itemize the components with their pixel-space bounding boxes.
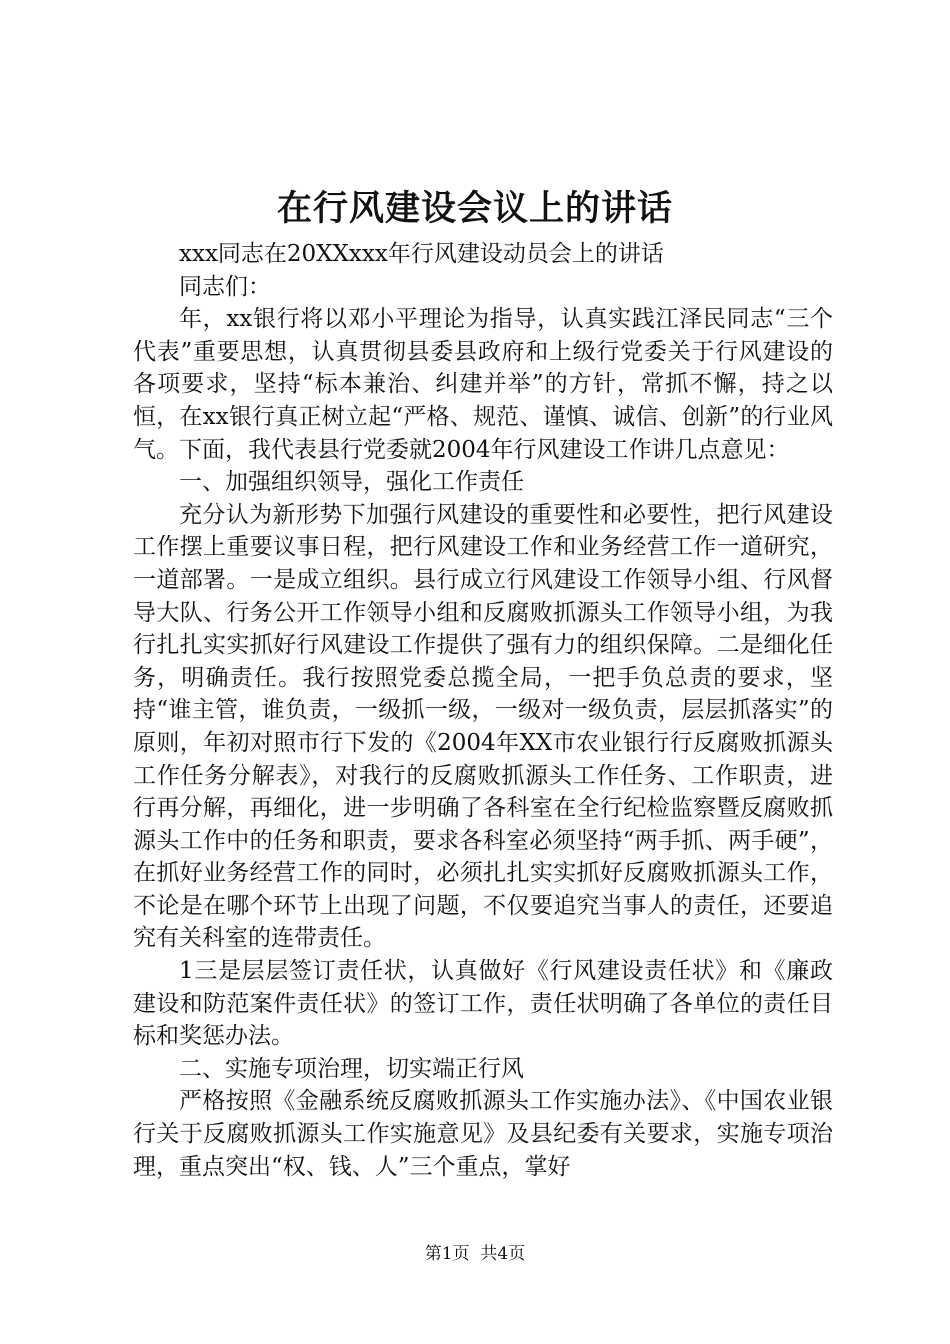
paragraph-section-1-item-3: 1三是层层签订责任状，认真做好《行风建设责任状》和《廉政建设和防范案件责任状》的签订工作，责任状明确了各单位的责任目标和奖惩办法。 [133, 958, 833, 1050]
paragraph-salutation: 同志们： [179, 273, 271, 300]
paragraph-section-1: 充分认为新形势下加强行风建设的重要性和必要性，把行风建设工作摆上重要议事日程，把行风建设工作和业务经营工作一道研究，一道部署。一是成立组织。县行成立行风建设工作领导小组、行风督导大队、行务公开工作领导小组和反腐败抓源头工作领导小组，为我行扎扎实实抓好行风建设工作提供了强有力的组织保障。二是细化任务，明确责任。我行按照党委总揽全局，一把手负总责的要求，坚持“谁主管，谁负责，一级抓一级，一级对一级负责，层层抓落实”的原则，年初对照市行下发的《2004年XX市农业银行行反腐败抓源头工作任务分解表》，对我行的反腐败抓源头工作任务、工作职责，进行再分解，再细化，进一步明确了各科室在全行纪检监察暨反腐败抓源头工作中的任务和职责，要求各科室必须坚持“两手抓、两手硬”，在抓好业务经营工作的同时，必须扎扎实实抓好反腐败抓源头工作，不论是在哪个环节上出现了问题，不仅要追究当事人的责任，还要追究有关科室的连带责任。 [133, 501, 833, 952]
document-title: 在行风建设会议上的讲话 [276, 188, 673, 229]
paragraph-section-2: 严格按照《金融系统反腐败抓源头工作实施办法》、《中国农业银行关于反腐败抓源头工作实施意见》及县纪委有关要求，实施专项治理，重点突出“权、钱、人”三个重点，掌好 [133, 1088, 833, 1180]
document-body [133, 238, 833, 1183]
paragraph-intro: 年，xx银行将以邓小平理论为指导，认真实践江泽民同志“三个代表”重要思想，认真贯彻县委县政府和上级行党委关于行风建设的各项要求，坚持“标本兼治、纠建并举”的方针，常抓不懈，持之以恒，在xx银行真正树立起“严格、规范、谨慎、诚信、创新”的行业风气。下面，我代表县行党委就2004年行风建设工作讲几点意见： [133, 306, 833, 463]
page-footer [0, 1242, 950, 1266]
section-heading-1: 一、加强组织领导，强化工作责任 [179, 469, 524, 496]
page-total: 共4页 [480, 1244, 526, 1264]
paragraph-subtitle: xxx同志在20XXxxx年行风建设动员会上的讲话 [179, 241, 664, 267]
page-number: 第1页 [424, 1244, 470, 1264]
section-heading-2: 二、实施专项治理，切实端正行风 [179, 1055, 524, 1082]
